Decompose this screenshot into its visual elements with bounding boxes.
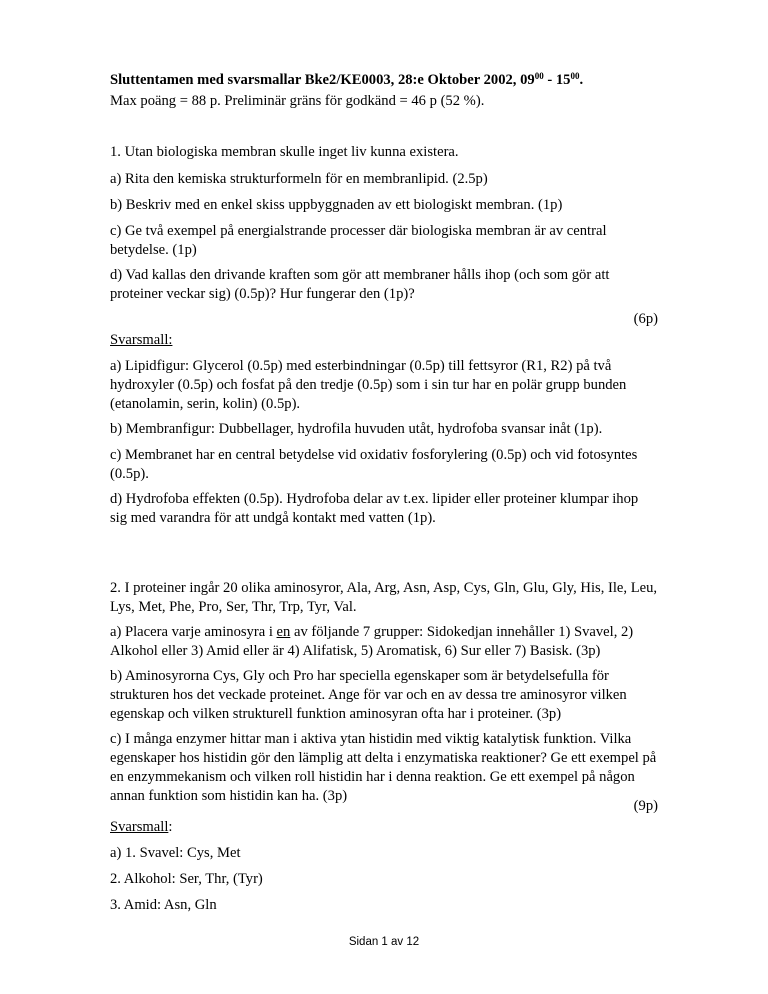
q1-intro: 1. Utan biologiska membran skulle inget liv kunna existera. <box>110 144 459 160</box>
q2-points: (9p) <box>633 798 658 814</box>
q1-part-a: a) Rita den kemiska strukturformeln för en membranlipid. (2.5p) <box>110 171 488 187</box>
document-title: Sluttentamen med svarsmallar Bke2/KE0003, 28:e Oktober 2002, $09^{00} - 15^{00}$. <box>110 71 584 88</box>
page-footer: Sidan 1 av 12 <box>348 936 420 948</box>
q2-answer-line-1: a) 1. Svavel: Cys, Met <box>110 845 241 861</box>
q2-part-a: a) Placera varje aminosyra i en av följande 7 grupper: Sidokedjan innehåller 1) Svavel, 2) Alkohol eller 3) Amid eller är 4) Alifatisk, 5) Aromatisk, 6) Sur eller 7) Basisk. (3p) <box>110 624 634 659</box>
q1-answer-b: b) Membranfigur: Dubbellager, hydrofila huvuden utåt, hydrofoba svansar inåt (1p). <box>110 421 603 437</box>
q2-answer-line-2: 2. Alkohol: Ser, Thr, (Tyr) <box>110 871 263 887</box>
q1-part-d: d) Vad kallas den drivande kraften som gör att membraner hålls ihop (och som gör att proteiner veckar sig) (0.5p)? Hur fungerar den (1p)? <box>110 267 610 302</box>
q2-answer-line-3: 3. Amid: Asn, Gln <box>110 897 217 913</box>
q1-part-b: b) Beskriv med en enkel skiss uppbyggnaden av ett biologiskt membran. (1p) <box>110 197 563 213</box>
q1-answer-a: a) Lipidfigur: Glycerol (0.5p) med esterbindningar (0.5p) till fettsyror (R1, R2) på två hydroxyler (0.5p) och fosfat på den tredje (0.5p) som i sin tur har en polär grupp bunden (etanolamin, serin, kolin) (0.5p). <box>110 358 627 412</box>
q1-answer-c: c) Membranet har en central betydelse vid oxidativ fosforylering (0.5p) och vid fotosyntes (0.5p). <box>110 447 638 482</box>
q2-part-b: b) Aminosyrorna Cys, Gly och Pro har speciella egenskaper som är betydelsefulla för strukturen hos det veckade proteinet. Ange för var och en av dessa tre aminosyror vilken egenskap och vilken strukturell funktion aminosyran ofta har i proteiner. (3p) <box>110 668 627 722</box>
q1-points: (6p) <box>633 311 658 327</box>
q1-answer-heading: Svarsmall: <box>110 332 173 348</box>
max-points-line: Max poäng = 88 p. Preliminär gräns för godkänd = 46 p (52 %). <box>110 93 485 109</box>
q2-intro: 2. I proteiner ingår 20 olika aminosyror, Ala, Arg, Asn, Asp, Cys, Gln, Glu, Gly, His, Ile, Leu, Lys, Met, Phe, Pro, Ser, Thr, Trp, Tyr, Val. <box>110 580 658 615</box>
q2-answer-heading: Svarsmall: <box>110 819 173 835</box>
q2-part-c: c) I många enzymer hittar man i aktiva ytan histidin med viktig katalytisk funktion. Vilka egenskaper hos histidin gör den lämplig att delta i enzymatiska reaktioner? Ge ett exempel på en enzymmekanism och vilken roll histidin har i denna reaktion. Ge ett exempel på någon annan funktion som histidin kan ha. (3p) <box>110 731 657 804</box>
q1-answer-d: d) Hydrofoba effekten (0.5p). Hydrofoba delar av t.ex. lipider eller proteiner klumpar ihop sig med varandra för att undgå kontakt med vatten (1p). <box>110 491 639 526</box>
q1-part-c: c) Ge två exempel på energialstrande processer där biologiska membran är av central betydelse. (1p) <box>110 223 607 258</box>
